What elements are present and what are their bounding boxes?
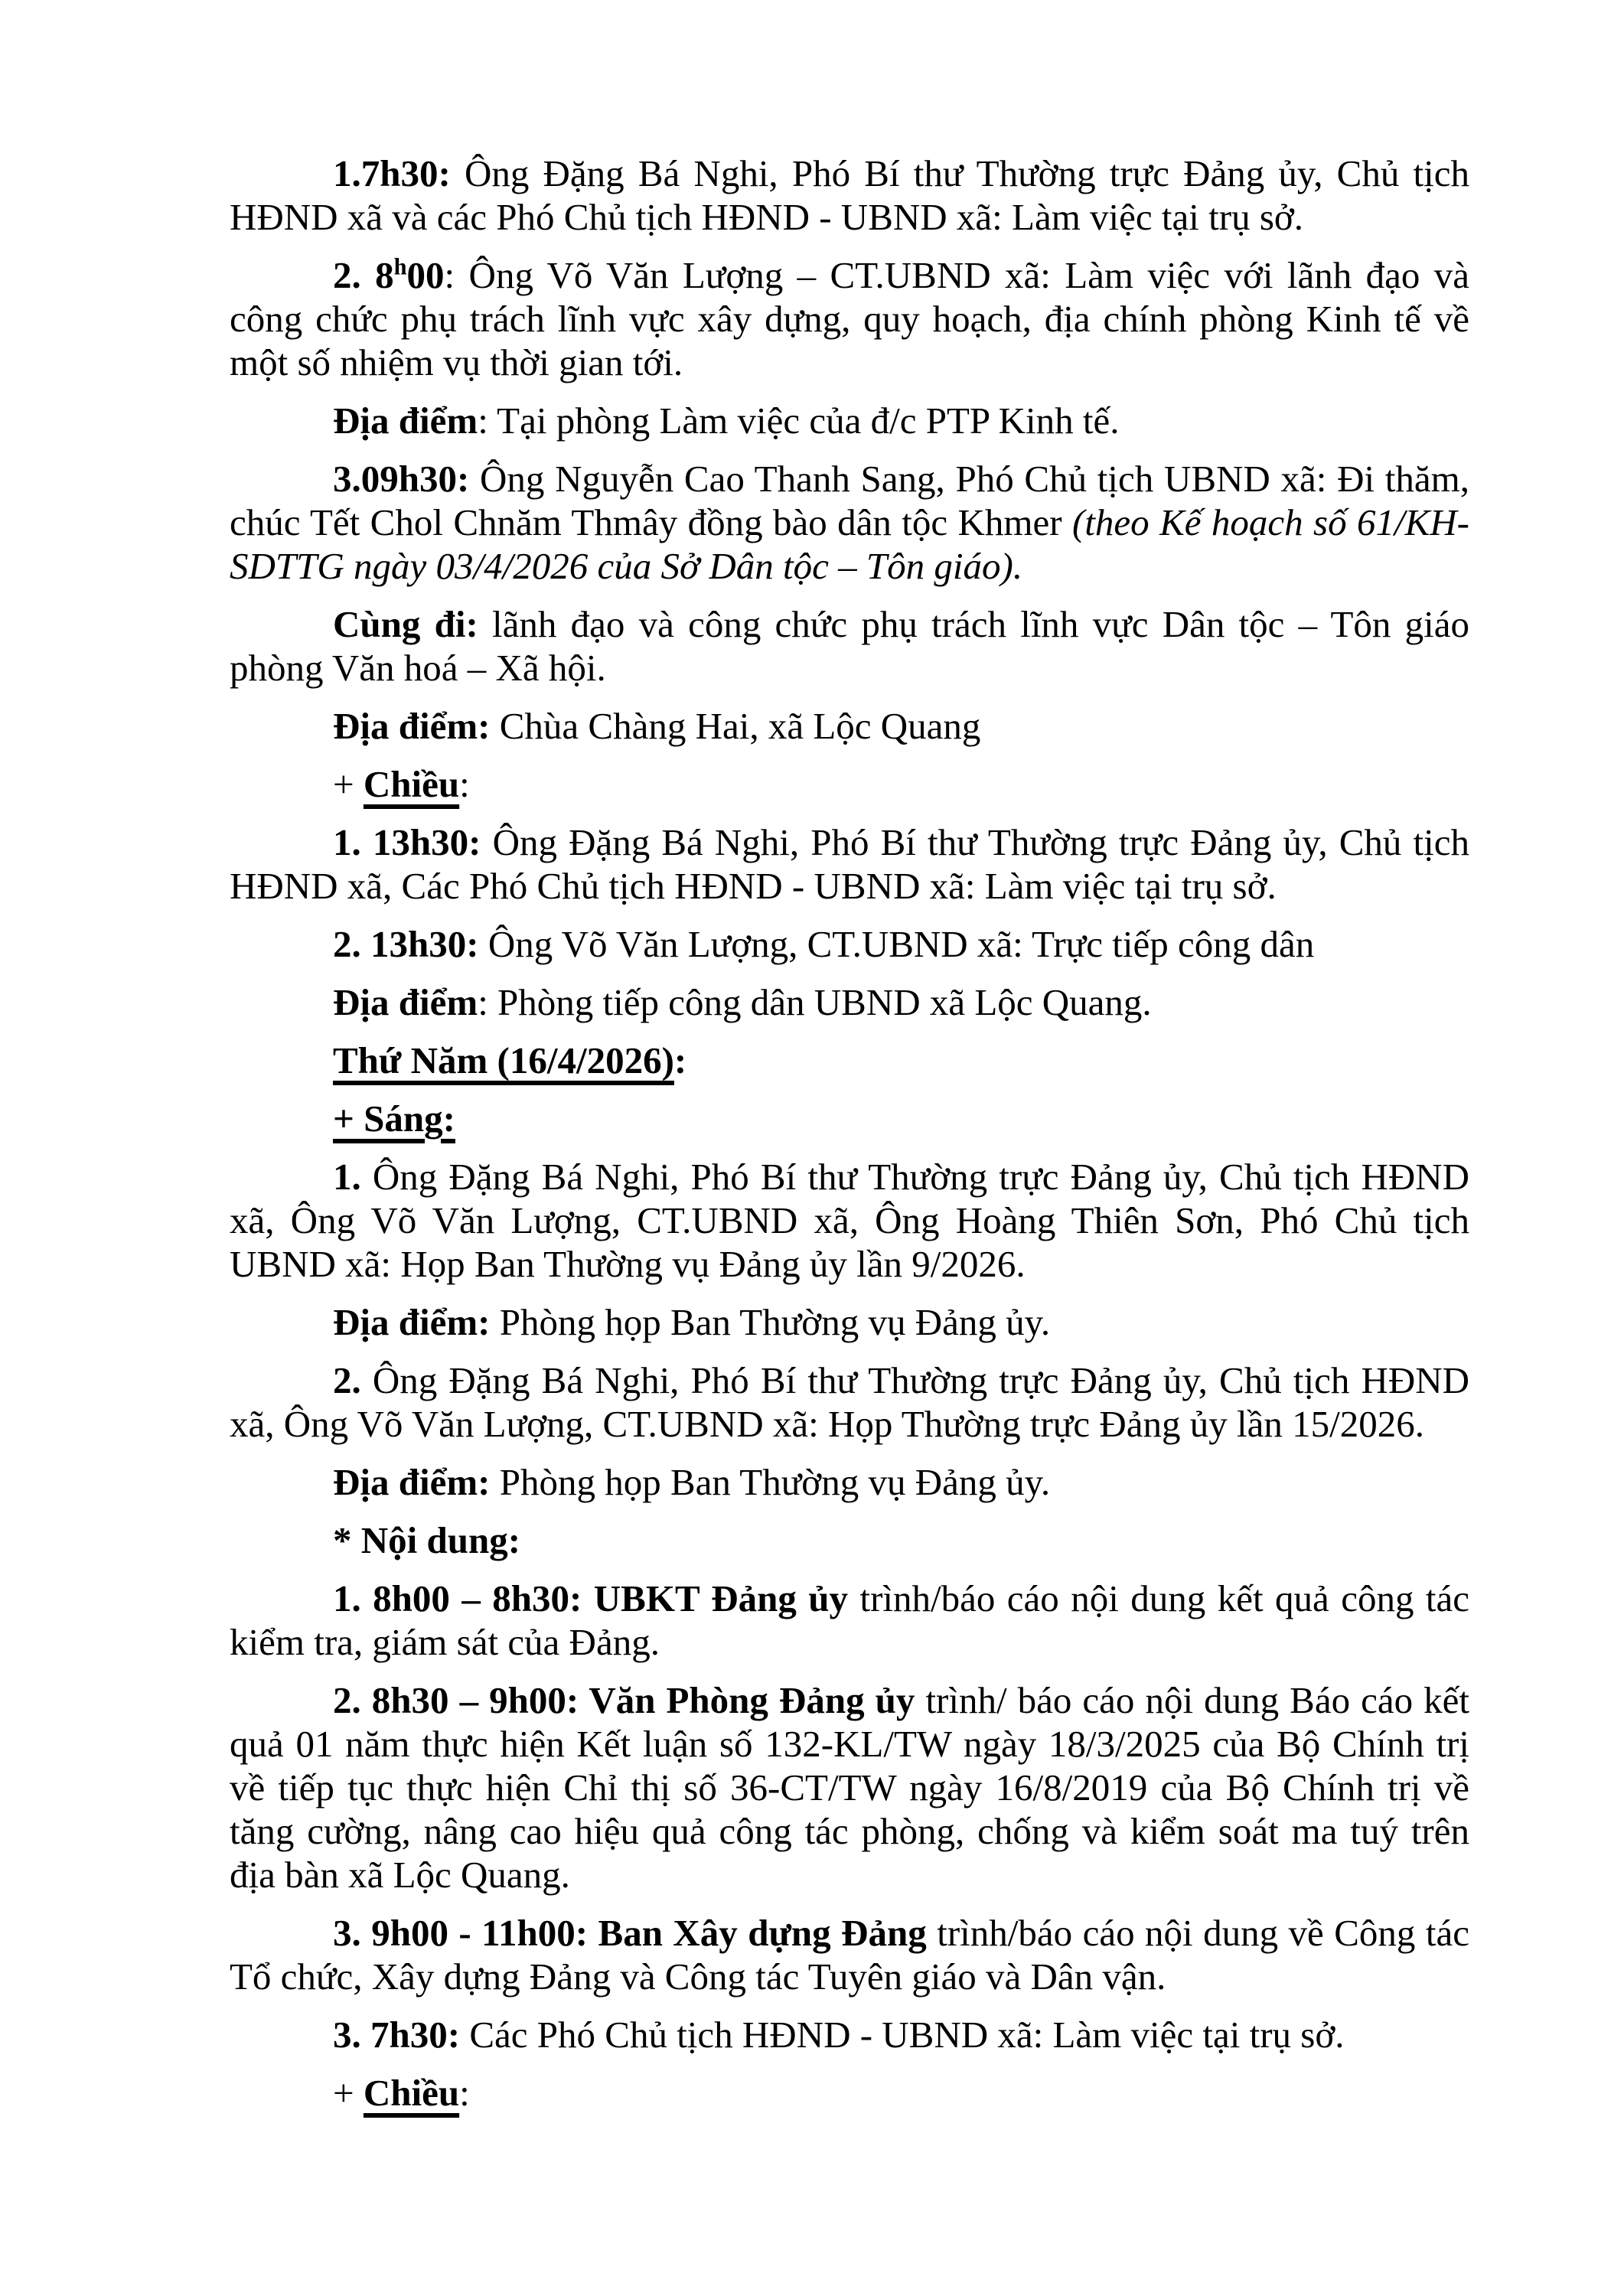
text-run: : [673, 1039, 687, 1081]
location-line [230, 1460, 1469, 1504]
text-run: + [333, 763, 364, 805]
text-run: : [459, 2072, 470, 2114]
schedule-item [230, 922, 1469, 966]
text-run: Chiều [363, 2072, 460, 2114]
text-run: trình/ báo cáo nội dung Báo cáo kết quả 01 năm thực hiện Kết luận số 132-KL/TW ngày 18/3/2025 của Bộ Chính trị về tiếp tục thực hiện Chỉ thị số 36-CT/TW ngày 16/8/2019 của Bộ Chính trị về tăng cường, nâng cao hiệu quả công tác phòng, chống và kiểm soát ma tuý trên địa bàn xã Lộc Quang. [230, 1679, 1479, 1896]
location-line [230, 1300, 1469, 1344]
location-line [230, 980, 1469, 1024]
text-run: 2. 8 [333, 254, 394, 296]
location-line [230, 399, 1469, 442]
session-heading-afternoon [230, 2071, 1469, 2115]
agenda-item [230, 1577, 1479, 1664]
text-run: 3. 9h00 - 11h00: Ban Xây dựng Đảng [333, 1912, 938, 1954]
text-run: Phòng họp Ban Thường vụ Đảng ủy. [499, 1461, 1051, 1503]
schedule-item [230, 820, 1479, 908]
text-run: Cùng đi: [333, 603, 493, 645]
text-run: Ông Đặng Bá Nghi, Phó Bí thư Thường trực Đảng ủy, Chủ tịch HĐND xã và các Phó Chủ tịch HĐND - UBND xã: Làm việc tại trụ sở. [230, 152, 1479, 238]
superscript-hour-marker: h [393, 253, 407, 280]
text-run: + [333, 2072, 364, 2114]
text-run: Địa điểm [333, 981, 478, 1023]
text-run: Thứ Năm (16/4/2026) [333, 1039, 674, 1081]
text-run: Ông Võ Văn Lượng, CT.UBND xã: Trực tiếp công dân [488, 923, 1315, 965]
text-run: 2. 8h30 – 9h00: Văn Phòng Đảng ủy [333, 1679, 926, 1721]
text-run: : Tại phòng Làm việc của đ/c PTP Kinh tế. [478, 400, 1120, 442]
text-run: : Phòng tiếp công dân UBND xã Lộc Quang. [478, 981, 1152, 1023]
companions-line [230, 602, 1479, 690]
schedule-item [230, 152, 1479, 239]
content-heading [230, 1518, 1469, 1562]
text-run: : Ông Võ Văn Lượng – CT.UBND xã: Làm việc với lãnh đạo và công chức phụ trách lĩnh vực xây dựng, quy hoạch, địa chính phòng Kinh tế về một số nhiệm vụ thời gian tới. [230, 254, 1479, 383]
text-run: Phòng họp Ban Thường vụ Đảng ủy. [499, 1301, 1051, 1343]
schedule-item [230, 253, 1479, 384]
text-run: 1. [333, 1156, 373, 1198]
text-run: 3. 7h30: [333, 2014, 470, 2056]
schedule-item [230, 1358, 1479, 1446]
text-run: * Nội dung: [333, 1519, 521, 1561]
text-run: Ông Nguyễn Cao Thanh Sang, Phó Chủ tịch UBND xã: Đi thăm, chúc Tết Chol Chnăm Thmây đồng bào dân tộc Khmer [230, 458, 1479, 543]
text-run: 1. 8h00 – 8h30: UBKT Đảng ủy [333, 1577, 860, 1619]
text-run: 1.7h30: [333, 152, 465, 194]
schedule-item [230, 457, 1479, 588]
text-run: Ông Đặng Bá Nghi, Phó Bí thư Thường trực Đảng ủy, Chủ tịch HĐND xã, Ông Võ Văn Lượng, CT.UBND xã, Ông Hoàng Thiên Sơn, Phó Chủ tịch UBND xã: Họp Ban Thường vụ Đảng ủy lần 9/2026. [230, 1156, 1479, 1285]
location-line [230, 704, 1469, 748]
text-run: 2. 13h30: [333, 923, 488, 965]
text-run: trình/báo cáo nội dung về Công tác Tổ chức, Xây dựng Đảng và Công tác Tuyên giáo và Dân vận. [230, 1912, 1479, 1998]
session-heading-afternoon [230, 762, 1469, 806]
text-run: Ông Đặng Bá Nghi, Phó Bí thư Thường trực Đảng ủy, Chủ tịch HĐND xã, Các Phó Chủ tịch HĐND - UBND xã: Làm việc tại trụ sở. [230, 821, 1479, 907]
text-run: trình/báo cáo nội dung kết quả công tác kiểm tra, giám sát của Đảng. [230, 1577, 1479, 1663]
text-run: (theo Kế hoạch số 61/KH-SDTTG ngày 03/4/2026 của Sở Dân tộc – Tôn giáo). [230, 501, 1469, 587]
text-run: Địa điểm [333, 400, 478, 442]
text-run: Địa điểm: [333, 1461, 500, 1503]
text-run: Chiều [363, 763, 460, 805]
agenda-item [230, 1678, 1479, 1896]
text-run: + Sáng: [333, 1097, 455, 1140]
text-run: 00 [406, 254, 445, 296]
schedule-item [230, 2013, 1469, 2056]
text-run: 1. 13h30: [333, 821, 493, 863]
agenda-item [230, 1911, 1479, 1998]
text-run: : [459, 763, 470, 805]
text-run: 2. [333, 1359, 373, 1401]
text-run: lãnh đạo và công chức phụ trách lĩnh vực Dân tộc – Tôn giáo phòng Văn hoá – Xã hội. [230, 603, 1479, 689]
text-run: Các Phó Chủ tịch HĐND - UBND xã: Làm việc tại trụ sở. [469, 2014, 1345, 2056]
session-heading-morning [230, 1097, 1469, 1140]
text-run: Địa điểm: [333, 1301, 500, 1343]
schedule-item [230, 1155, 1479, 1286]
text-run: Địa điểm: [333, 705, 500, 747]
text-run: Ông Đặng Bá Nghi, Phó Bí thư Thường trực Đảng ủy, Chủ tịch HĐND xã, Ông Võ Văn Lượng, CT.UBND xã: Họp Thường trực Đảng ủy lần 15/2026. [230, 1359, 1479, 1445]
text-run: 3.09h30: [333, 458, 481, 500]
day-heading [230, 1039, 1469, 1082]
text-run: Chùa Chàng Hai, xã Lộc Quang [499, 705, 981, 747]
